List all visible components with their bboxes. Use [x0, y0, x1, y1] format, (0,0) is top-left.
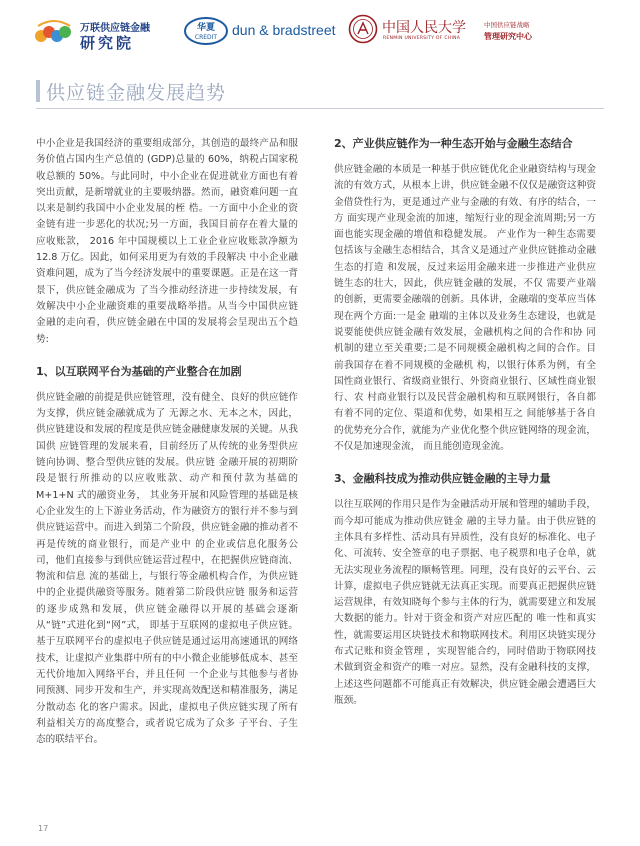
- wanlian-logo: [34, 16, 184, 52]
- renmin-en-name: RENMIN UNIVERSITY OF CHINA: [383, 36, 461, 41]
- title-accent-bar: [36, 80, 40, 102]
- section-3-heading: 3、金融科技成为推动供应链金融的主导力量: [334, 472, 551, 486]
- wanlian-name: 万联供应链金融: [80, 23, 150, 34]
- credit-en-text: CREDIT: [194, 34, 218, 41]
- center-line-1: 中国供应链战略: [484, 21, 530, 29]
- title-divider: [36, 108, 604, 109]
- china-credit-logo: [184, 16, 228, 46]
- dun-bradstreet-logo: dun & bradstreet: [232, 22, 336, 38]
- intro-paragraph: 中小企业是我国经济的重要组成部分，其创造的最终产品和服务价值占国内生产总值的 (GDP)总量的 60%，纳税占国家税收总额的 50%。与此同时，中小企业在促进就业方面也有着 突出贡献，是新增就业的主要吸纳器。然而，融资难问题一直以来是制约我国中小企业发展的桎 梏。一方面中小企业的资金链有进一步恶化的状况;另一方面，我国目前存在着大量的应收账款， 2016 年中国规模以上工业企业应收账款净额为 12.8 万亿。因此，如何采用更为有效的手段解决 中小企业融资难问题，成为了当今经济发展中的重要课题。正是在这一背景下，供应链金融成为 了当今推动经济进一步持续发展，有效解决中小企业融资难的重要战略举措。从当今中国供应链 金融的走向看，供应链金融在中国的发展将会呈现出五个趋势:: [36, 138, 298, 345]
- page-number: 17: [38, 824, 49, 833]
- section-3-body: 以往互联网的作用只是作为金融活动开展和管理的辅助手段，而今却可能成为推动供应链金 融的主导力量。由于供应链的主体具有多样性、活动具有异质性，没有良好的标准化、电子化、可流转、安全签章的电子票据、电子税票和电子仓单，就无法实现业务流程的顺畅管理。同理，没有良好的云平台、云计算，虚拟电子供应链就无法真正实现。而要真正把握供应链运营规律，有效知晓每个参与主体的行为，就需要建立和发展大数据的能力。针对于资金和资产对应匹配的 唯一性和真实性，就需要运用区块链技术和物联网技术。利用区块链实现分布式记账和资金管理 ，实现智能合约，同时借助于物联网技术做到资金和资产的唯一对应。显然，没有金融科技的支撑， 上述这些问题都不可能真正有效解决，供应链金融会遭遇巨大瓶颈。: [334, 499, 596, 706]
- section-1-body: 供应链金融的前提是供应链管理，没有健全、良好的供应链作为支撑，供应链金融就成为了 无源之水、无本之木，因此，供应链建设和发展的程度是供应链金融健康发展的关键。从我国供 应链管理的发展来看，目前经历了从传统的业务型供应链向协调、整合型供应链的发展。供应链 金融开展的初期阶段是银行所推动的以应收账款、动产和预付款为基础的 M+1+N 式的融资业务， 其业务开展和风险管理的基础是核心企业发生的上下游业务活动，作为融资方的银行并不参与到 供应链运营中。而进入到第二个阶段，供应链金融的推动者不再是传统的商业银行，而是产业中 的企业或信息化服务公司，他们直接参与到供应链运营过程中，在把握供应链商流、物流和信息 流的基础上，与银行等金融机构合作，为供应链中的企业提供融资等服务。随着第二阶段供应链 服务和运营的逐步成熟和发展，供应链金融得以开展的基础会逐渐从“链”式进化到“网”式， 即基于互联网的虚拟电子供应链。基于互联网平台的虚拟电子供应链是通过运用高速通讯的网络 技术，让虚拟产业集群中所有的中小微企业能够低成本、甚至无代价地加入网络平台，并且任何 一个企业与其他参与者协同预测、同步开发和生产，并实现高效配送和精准服务，满足分散动态 化的客户需求。因此，虚拟电子供应链实现了所有利益相关方的高度整合，或者说它成为了众多 子平台、子生态的联结平台。: [36, 391, 298, 746]
- section-2-heading: 2、产业供应链作为一种生态开始与金融生态结合: [334, 137, 573, 150]
- page-title: 供应链金融发展趋势: [46, 82, 227, 104]
- page-header: [0, 0, 640, 62]
- center-line-2: 管理研究中心: [484, 32, 532, 41]
- right-column: [334, 136, 596, 709]
- page-title-bar: [36, 78, 604, 106]
- renmin-seal-icon: [348, 14, 378, 44]
- wanlian-badge-icon: [34, 18, 74, 48]
- section-1-heading: 1、以互联网平台为基础的产业整合在加剧: [36, 364, 242, 378]
- renmin-cn-name: 中国人民大学: [382, 20, 466, 36]
- renmin-university-logo: [348, 14, 480, 48]
- section-2-body: 供应链金融的本质是一种基于供应链优化企业融资结构与现金流的有效方式，从根本上讲，供应链金融不仅仅是融资这种资金借贷性行为，更是通过产业与金融的有效、有序的结合，一方 面实现产业现金流的加速，缩短行业的现金流周期;另一方面也能实现金融的增值和稳健发展。 产业作为一种生态需要包括该与金融生态相结合，其含义是通过产业供应链推动金融生态的打造 和发展，反过来运用金融来进一步推进产业供应链生态的壮大，因此，供应链金融的发展，不仅 需要产业端的创新，更需要金融端的创新。具体讲，金融端的变革应当体现在两个方面:一是金 融端的主体以及业务生态建设，也就是说要能使供应链金融有效发展，金融机构之间的合作和协 同机制的建立至关重要;二是不同规模金融机构之间的合作。目前我国存在着不同规模的金融机 构，以银行体系为例，有全国性商业银行、省级商业银行、外资商业银行、区域性商业银行、农 村商业银行以及民营金融机构和互联网银行，各自都有着不同的定位、渠道和优势，如果相互之 间能够基于各自的优势充分合作，就能为产业优化整个供应链网络的现金流，不仅是加速现金流， 而且能创造现金流。: [334, 164, 596, 453]
- wanlian-institute: 研究院: [80, 34, 135, 52]
- supply-chain-center-logo: [484, 20, 532, 42]
- credit-cn-text: 华夏: [196, 23, 216, 33]
- left-column: [36, 136, 298, 748]
